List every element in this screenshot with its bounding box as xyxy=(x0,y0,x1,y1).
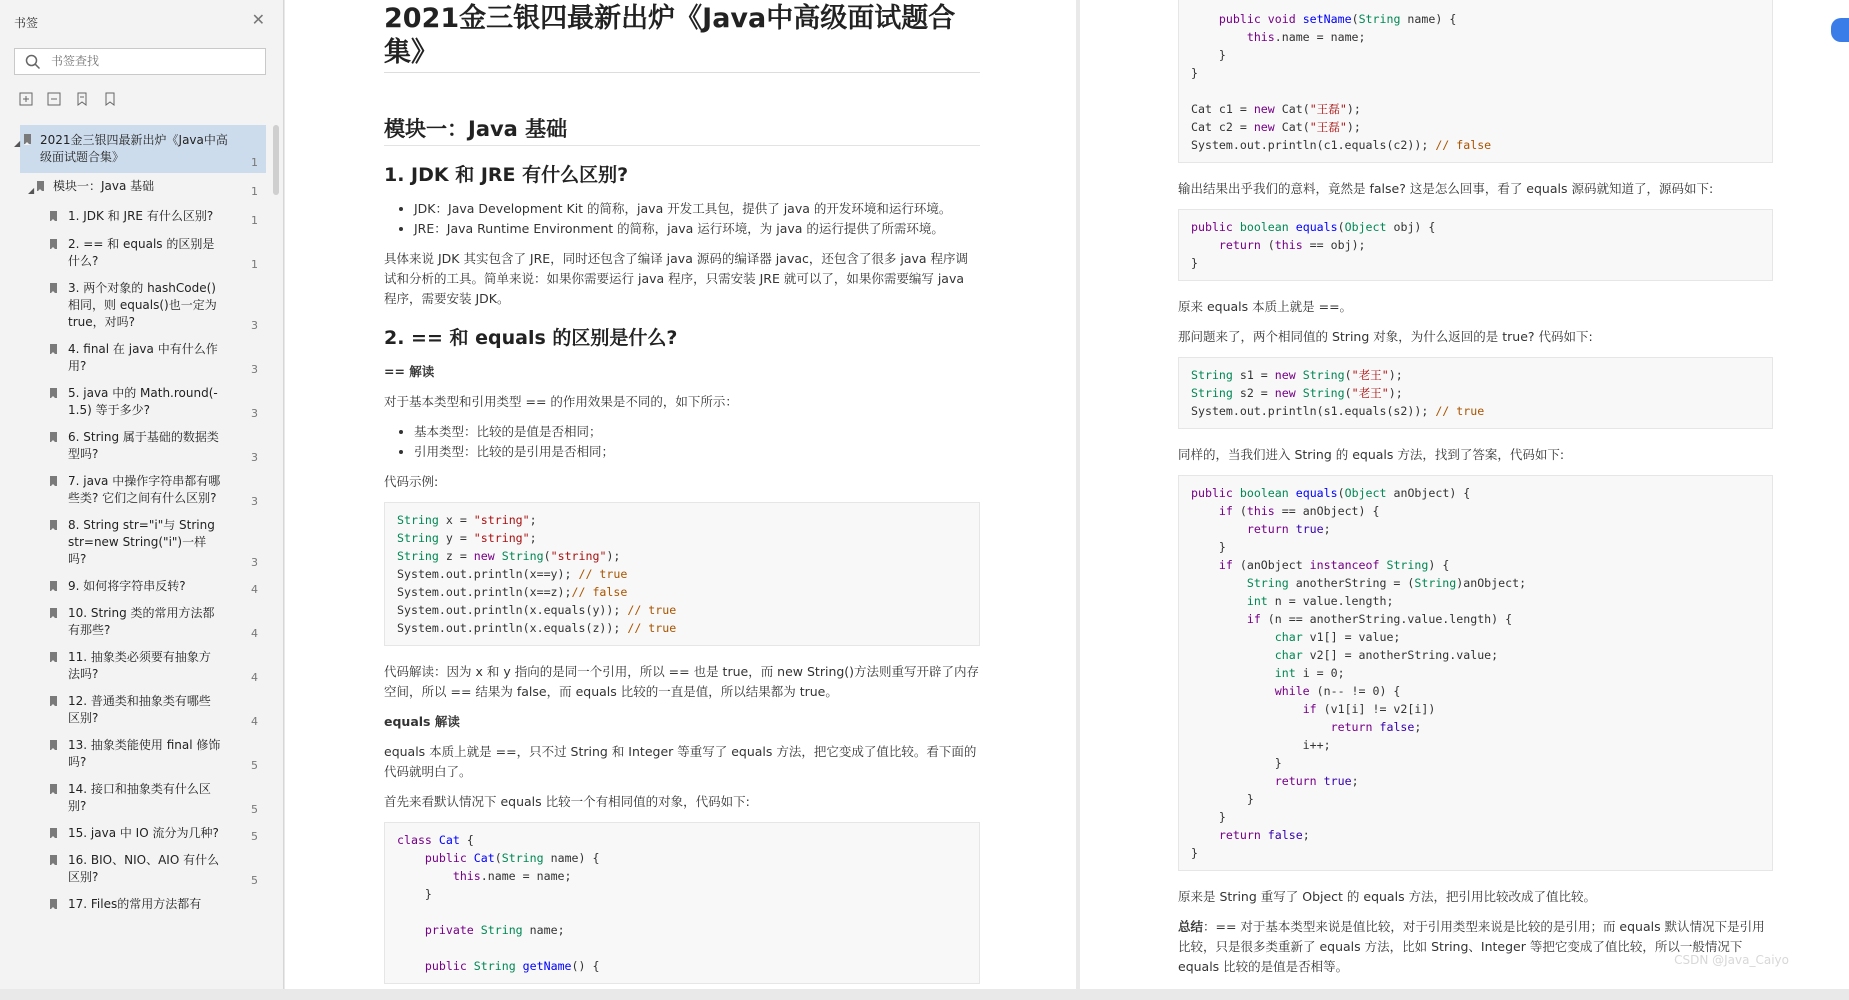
bookmark-item-q13[interactable]: 13. 抽象类能使用 final 修饰吗? 5 xyxy=(20,732,266,776)
bookmark-item-q2[interactable]: 2. == 和 equals 的区别是什么? 1 xyxy=(20,231,266,275)
bookmark-item-q6[interactable]: 6. String 属于基础的数据类型吗? 3 xyxy=(20,424,266,468)
bookmark-item-q8[interactable]: 8. String str="i"与 String str=new String("i")一样吗? 3 xyxy=(20,512,266,573)
code-block-string-compare: String x = "string"; String y = "string"; String z = new String("string"); System.out.println(x==y); // true System.out.println(x==z);// false System.out.println(x.equals(y)); // true System.out.println(x.equals(z)); // true xyxy=(384,502,980,646)
sidebar-title: 书签 xyxy=(14,16,39,30)
list-item: • 引用类型：比较的是引用是否相同； xyxy=(414,442,980,462)
bookmark-icon xyxy=(50,652,57,662)
bookmark-icon xyxy=(50,388,57,398)
paragraph: 同样的，当我们进入 String 的 equals 方法，找到了答案，代码如下: xyxy=(1178,447,1565,462)
code-block-string-equals-source: public boolean equals(Object anObject) { if (this == anObject) { return true; } if (anObject instanceof String) { String anotherString = (String)anObject; int n = value.length; if (n == anotherString.value.length) { char v1[] = value; char v2[] = anotherString.value; int i = 0; while (n-- != 0) { if (v1[i] != v2[i]) return false; i++; } return true; } } return false; } xyxy=(1178,475,1773,871)
paragraph: 原来 equals 本质上就是 ==。 xyxy=(1178,299,1353,314)
code-block-object-equals: public boolean equals(Object obj) { return (this == obj); } xyxy=(1178,209,1773,281)
bookmark-icon xyxy=(37,181,44,191)
bookmark-item-q4[interactable]: 4. final 在 java 中有什么作用? 3 xyxy=(20,336,266,380)
bookmark-icon xyxy=(50,476,57,486)
bookmark-item-q17[interactable]: 17. Files的常用方法都有 xyxy=(20,891,266,918)
bookmark-item-q16[interactable]: 16. BIO、NIO、AIO 有什么区别? 5 xyxy=(20,847,266,891)
paragraph: 输出结果出乎我们的意料，竟然是 false? 这是怎么回事，看了 equals 源码就知道了，源码如下: xyxy=(1178,181,1714,196)
code-block-cat-class: class Cat { public Cat(String name) { this.name = name; } private String name; public String getName() { xyxy=(384,822,980,984)
bookmark-icon xyxy=(50,211,57,221)
bookmark-icon xyxy=(50,784,57,794)
bookmark-icon xyxy=(50,581,57,591)
paragraph: 对于基本类型和引用类型 == 的作用效果是不同的，如下所示： xyxy=(384,394,738,409)
subheading: equals 解读 xyxy=(384,714,460,729)
bookmark-item-q5[interactable]: 5. java 中的 Math.round(-1.5) 等于多少? 3 xyxy=(20,380,266,424)
collapse-all-icon[interactable] xyxy=(46,91,62,107)
question-1-heading: 1. JDK 和 JRE 有什么区别? xyxy=(384,164,629,186)
bookmark-item-q14[interactable]: 14. 接口和抽象类有什么区别? 5 xyxy=(20,776,266,820)
paragraph: 具体来说 JDK 其实包含了 JRE，同时还包含了编译 java 源码的编译器 javac，还包含了很多 java 程序调试和分析的工具。简单来说：如果你需要运行 java 程序，只需安装 JRE 就可以了，如果你需要编写 java 程序，需要安装 JDK。 xyxy=(384,251,969,306)
code-block-string-equals-demo: String s1 = new String("老王"); String s2 = new String("老王"); System.out.println(s1.equals(s2)); // true xyxy=(1178,357,1773,429)
close-icon[interactable]: ✕ xyxy=(251,10,265,29)
bookmark-item-root[interactable]: ◢ 2021金三银四最新出炉《Java中高级面试题合集》 1 xyxy=(20,125,266,173)
bookmark-search-field[interactable] xyxy=(14,48,266,75)
bookmark-tree xyxy=(14,125,266,989)
code-block-cat-equals: public void setName(String name) { this.name = name; } } Cat c1 = new Cat("王磊"); Cat c2 = new Cat("王磊"); System.out.println(c1.equals(c2)); // false xyxy=(1178,0,1773,163)
summary-paragraph xyxy=(1178,917,1773,977)
paragraph: 代码示例: xyxy=(384,474,439,489)
paragraph: 代码解读：因为 x 和 y 指向的是同一个引用，所以 == 也是 true，而 new String()方法则重写开辟了内存空间，所以 == 结果为 false，而 equals 比较的一直是值，所以结果都为 true。 xyxy=(384,664,980,699)
document-page-2 xyxy=(1080,0,1849,989)
bookmark-item-module[interactable]: ◢ 模块一：Java 基础 1 xyxy=(28,179,258,198)
bookmark-icon xyxy=(50,608,57,618)
collapse-arrow-icon[interactable]: ◢ xyxy=(14,139,21,148)
floating-side-tab[interactable] xyxy=(1831,18,1849,42)
bookmark-item-q9[interactable]: 9. 如何将字符串反转? 4 xyxy=(20,573,266,600)
document-title: 2021金三银四最新出炉《Java中高级面试题合集》 xyxy=(384,0,980,73)
search-icon xyxy=(25,54,41,70)
sidebar-toolbar xyxy=(18,91,118,107)
summary-label: 总结 xyxy=(1178,919,1204,934)
type-list xyxy=(384,422,980,462)
watermark: CSDN @Java_Caiyo xyxy=(1674,953,1789,967)
page-2-content xyxy=(1178,0,1773,987)
subheading: == 解读 xyxy=(384,364,435,379)
bookmark-search-input[interactable] xyxy=(49,53,253,69)
paragraph: 那问题来了，两个相同值的 String 对象，为什么返回的是 true? 代码如下: xyxy=(1178,329,1593,344)
paragraph: 原来是 String 重写了 Object 的 equals 方法，把引用比较改成了值比较。 xyxy=(1178,889,1597,904)
bookmark-icon xyxy=(24,134,31,144)
bookmark-icon xyxy=(50,344,57,354)
bookmark-icon xyxy=(50,283,57,293)
bookmark-icon xyxy=(50,899,57,909)
bookmark-item-q1[interactable]: 1. JDK 和 JRE 有什么区别? 1 xyxy=(20,202,266,231)
jdk-jre-list xyxy=(384,199,980,239)
bookmark-item-q15[interactable]: 15. java 中 IO 流分为几种? 5 xyxy=(20,820,266,847)
bookmark-item-q7[interactable]: 7. java 中操作字符串都有哪些类? 它们之间有什么区别? 3 xyxy=(20,468,266,512)
add-bookmark-icon[interactable] xyxy=(74,91,90,107)
list-item: • JRE：Java Runtime Environment 的简称，java 运行环境，为 java 的运行提供了所需环境。 xyxy=(414,219,980,239)
module-heading: 模块一：Java 基础 xyxy=(384,113,980,146)
paragraph: equals 本质上就是 ==，只不过 String 和 Integer 等重写了 equals 方法，把它变成了值比较。看下面的代码就明白了。 xyxy=(384,744,977,779)
bookmark-item-q11[interactable]: 11. 抽象类必须要有抽象方法吗? 4 xyxy=(20,644,266,688)
bookmark-item-q3[interactable]: 3. 两个对象的 hashCode()相同，则 equals()也一定为 true，对吗? 3 xyxy=(20,275,266,336)
sidebar-header xyxy=(0,0,283,40)
document-page-1 xyxy=(285,0,1076,989)
bookmark-icon xyxy=(50,520,57,530)
collapse-arrow-icon[interactable]: ◢ xyxy=(28,186,35,195)
bookmark-sidebar xyxy=(0,0,284,989)
paragraph: 首先来看默认情况下 equals 比较一个有相同值的对象，代码如下: xyxy=(384,794,750,809)
page-1-content xyxy=(384,0,980,1000)
expand-all-icon[interactable] xyxy=(18,91,34,107)
bookmark-icon xyxy=(50,696,57,706)
bookmark-icon[interactable] xyxy=(102,91,118,107)
bookmark-icon xyxy=(50,828,57,838)
sidebar-scrollbar[interactable] xyxy=(273,125,279,195)
question-2-heading: 2. == 和 equals 的区别是什么? xyxy=(384,327,678,349)
summary-text: ：== 对于基本类型来说是值比较，对于引用类型来说是比较的是引用；而 equals 默认情况下是引用比较，只是很多类重新了 equals 方法，比如 String、Integer 等把它变成了值比较，所以一般情况下 equals 比较的是值是否相等。 xyxy=(1178,919,1765,974)
bookmark-icon xyxy=(50,855,57,865)
list-item: • JDK：Java Development Kit 的简称，java 开发工具包，提供了 java 的开发环境和运行环境。 xyxy=(414,199,980,219)
bookmark-item-q10[interactable]: 10. String 类的常用方法都有那些? 4 xyxy=(20,600,266,644)
list-item: • 基本类型：比较的是值是否相同； xyxy=(414,422,980,442)
bookmark-icon xyxy=(50,239,57,249)
bookmark-icon xyxy=(50,740,57,750)
bookmark-icon xyxy=(50,432,57,442)
bookmark-item-q12[interactable]: 12. 普通类和抽象类有哪些区别? 4 xyxy=(20,688,266,732)
